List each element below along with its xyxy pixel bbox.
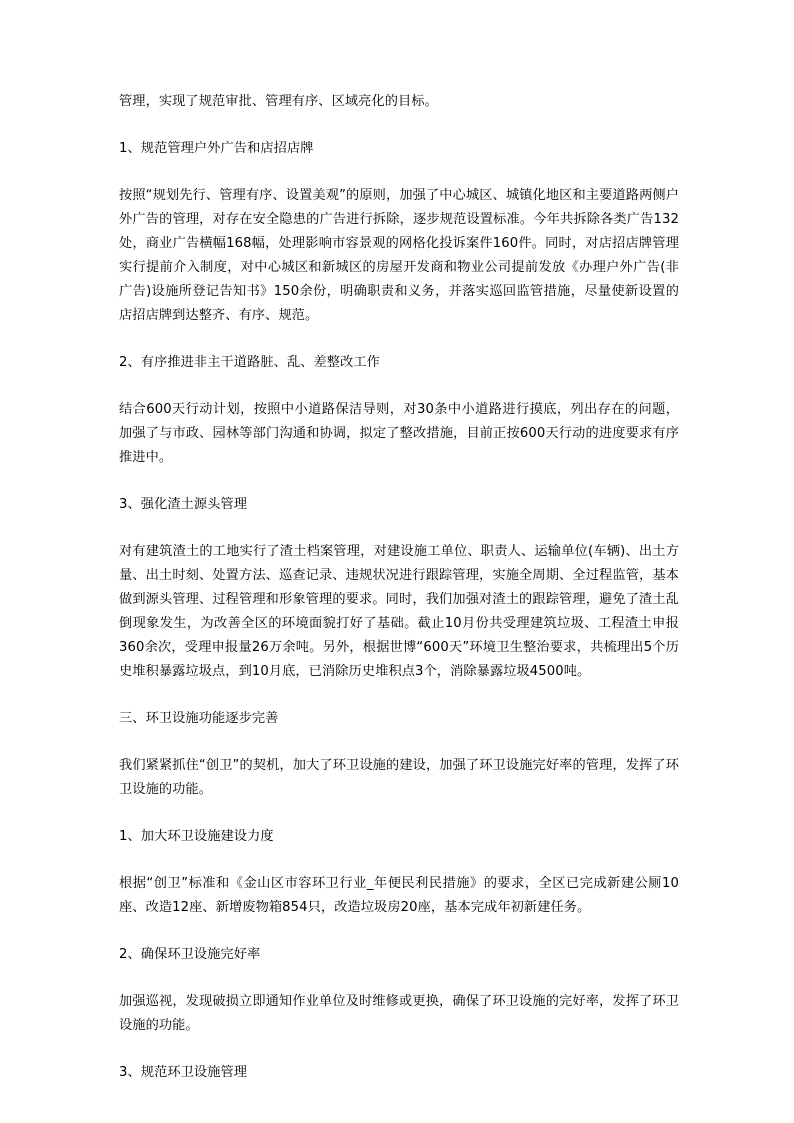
paragraph-sanitation-intro: 我们紧紧抓住“创卫”的契机，加大了环卫设施的建设，加强了环卫设施完好率的管理，发挥了环卫设施的功能。 [119,758,679,797]
section-heading-facility-integrity: 2、确保环卫设施完好率 [119,947,261,962]
paragraph-outdoor-ads: 按照“规划先行、管理有序、设置美观”的原则，加强了中心城区、城镇化地区和主要道路两侧户外广告的管理，对存在安全隐患的广告进行拆除，逐步规范设置标准。今年共拆除各类广告132处，商业广告横幅168幅，处理影响市容景观的网格化投诉案件160件。同时，对店招店牌管理实行提前介入制度，对中心城区和新城区的房屋开发商和物业公司提前发放《办理户外广告(非广告)设施所登记告知书》150余份，明确职责和义务，并落实巡回监管措施，尽量使新设置的店招店牌到达整齐、有序、规范。 [119,188,679,323]
document-page [119,90,679,1085]
section-heading-outdoor-ads: 1、规范管理户外广告和店招店牌 [119,141,314,156]
paragraph-facility-construction: 根据“创卫”标准和《金山区市容环卫行业_年便民利民措施》的要求，全区已完成新建公厕10座、改造12座、新增废物箱854只，改造垃圾房20座，基本完成年初新建任务。 [119,876,679,915]
paragraph-facility-integrity: 加强巡视，发现破损立即通知作业单位及时维修或更换，确保了环卫设施的完好率，发挥了环卫设施的功能。 [119,994,679,1033]
chapter-heading-sanitation-facilities: 三、环卫设施功能逐步完善 [119,711,279,726]
section-heading-facility-management: 3、规范环卫设施管理 [119,1065,248,1080]
section-heading-facility-construction: 1、加大环卫设施建设力度 [119,829,274,844]
intro-paragraph: 管理，实现了规范审批、管理有序、区域亮化的目标。 [119,94,438,109]
section-heading-construction-waste: 3、强化渣土源头管理 [119,497,248,512]
paragraph-secondary-roads: 结合600天行动计划，按照中小道路保洁导则，对30条中小道路进行摸底，列出存在的问题，加强了与市政、园林等部门沟通和协调，拟定了整改措施，目前正按600天行动的进度要求有序推进中。 [119,402,679,465]
section-heading-secondary-roads: 2、有序推进非主干道路脏、乱、差整改工作 [119,355,380,370]
paragraph-construction-waste: 对有建筑渣土的工地实行了渣土档案管理，对建设施工单位、职责人、运输单位(车辆)、出土方量、出土时刻、处置方法、巡查记录、违规状况进行跟踪管理，实施全周期、全过程监管，基本做到源头管理、过程管理和形象管理的要求。同时，我们加强对渣土的跟踪管理，避免了渣土乱倒现象发生，为改善全区的环境面貌打好了基础。截止10月份共受理建筑垃圾、工程渣土申报360余次，受理申报量26万余吨。另外，根据世博“600天”环境卫生整治要求，共梳理出5个历史堆积暴露垃圾点，到10月底，已消除历史堆积点3个，消除暴露垃圾4500吨。 [119,544,679,679]
